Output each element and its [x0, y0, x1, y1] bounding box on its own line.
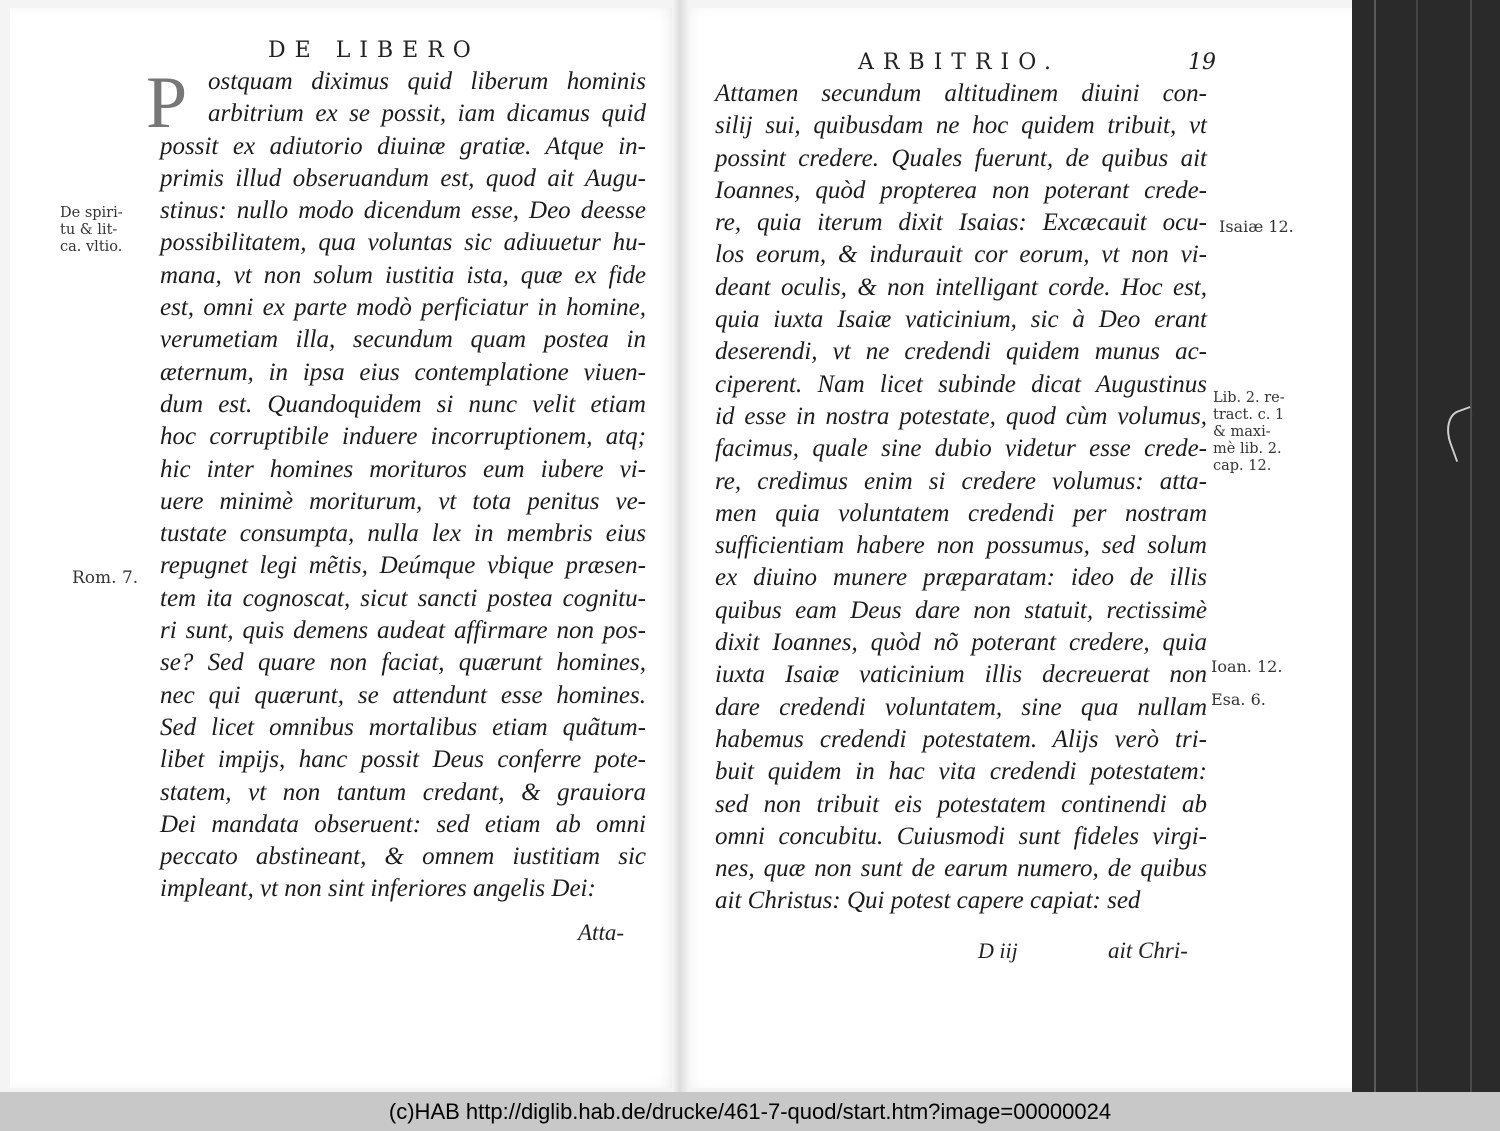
text-line: possint credere. Quales fuerunt, de quibus ait [715, 144, 1207, 172]
left-running-head: DE LIBERO [268, 38, 480, 63]
text-line: repugnet legi mẽtis, Deúmque vbique præsen- [160, 552, 646, 580]
margin-note-line: ca. vltio. [60, 239, 123, 255]
text-line: re, credimus enim si credere volumus: atta- [715, 467, 1207, 495]
margin-note-line: mè lib. 2. [1213, 441, 1282, 457]
text-line: iuxta Isaiæ vaticinium illis decreuerat non [715, 661, 1207, 689]
text-line: verumetiam illa, secundum quam postea in [160, 326, 646, 354]
margin-note-de-spiritu [60, 205, 123, 256]
text-line: impleant, vt non sint inferiores angelis Dei: [160, 875, 596, 903]
margin-note-line: Ioan. 12. [1211, 657, 1283, 676]
scan-streak [1470, 0, 1472, 1092]
margin-note-line: Isaiæ 12. [1219, 217, 1294, 236]
text-line: possibilitatem, qua voluntas sic adiuuetur hu- [160, 229, 646, 257]
text-line: facimus, quale sine dubio videtur esse crede- [715, 435, 1207, 463]
text-line: statem, vt non tantum credant, & grauiora [160, 778, 646, 806]
text-line: habemus credendi potestatem. Alijs verò tri- [715, 725, 1207, 753]
right-text-block [715, 78, 1207, 918]
text-line: deserendi, vt ne credendi quidem munus ac- [715, 338, 1207, 366]
text-line: men quia voluntatem credendi per nostram [715, 499, 1207, 527]
text-line: quia iuxta Isaiæ vaticinium, sic à Deo erant [715, 306, 1207, 334]
text-line: silij sui, quibusdam ne hoc quidem tribuit, vt [715, 112, 1207, 140]
text-line: nes, quæ non sunt de earum numero, de quibus [715, 855, 1207, 883]
margin-note-line: tu & lit- [60, 222, 118, 238]
folio-number: 19 [1188, 50, 1216, 75]
text-line: est, omni ex parte modò perficiatur in homine, [160, 294, 646, 322]
margin-note-line: tract. c. 1 [1213, 407, 1285, 423]
left-catchword: Atta- [578, 920, 624, 945]
text-line: ex diuino munere præparatam: ideo de illis [715, 564, 1207, 592]
copyright-footer [0, 1092, 1500, 1131]
text-line: buit quidem in hac vita credendi potestatem: [715, 758, 1207, 786]
printer-signature: D iij [978, 938, 1018, 963]
margin-note-line: cap. 12. [1213, 458, 1272, 474]
text-line: hic inter homines morituros eum iubere vi- [160, 455, 646, 483]
text-line: ostquam diximus quid liberum hominis [208, 68, 646, 95]
margin-note-lib-2-retract [1213, 390, 1285, 475]
margin-note-line: Esa. 6. [1211, 690, 1266, 709]
scan-dark-edge [1352, 0, 1500, 1092]
text-line: hoc corruptibile induere incorruptionem, atq; [160, 423, 646, 451]
text-line: dum est. Quandoquidem si nunc velit etiam [160, 390, 646, 418]
scan-streak [1416, 0, 1418, 1092]
text-line: Ioannes, quòd propterea non poterant crede- [715, 176, 1207, 204]
margin-note-line: Rom. 7. [72, 568, 139, 588]
text-line: sed non tribuit eis potestatem continendi ab [715, 790, 1207, 818]
copyright-text: (c)HAB http://diglib.hab.de/drucke/461-7-quod/start.htm?image=00000024 [388, 1099, 1112, 1124]
scan-edge-mark [1440, 406, 1486, 462]
text-line: æternum, in ipsa eius contemplatione viuen- [160, 358, 646, 386]
text-line: tem ita cognoscat, sicut sancti postea cognitu- [160, 584, 646, 612]
text-line: peccato abstineant, & omnem iustitiam sic [160, 843, 646, 871]
text-line: tustate consumpta, nulla lex in membris eius [160, 520, 646, 548]
text-line: possit ex adiutorio diuinæ gratiæ. Atque in- [160, 132, 646, 160]
right-catchword: ait Chri- [1108, 938, 1188, 963]
text-line: deant oculis, & non intelligant corde. Hoc est, [715, 273, 1207, 301]
text-line: Dei mandata obseruent: sed etiam ab omni [160, 810, 646, 838]
text-line: se? Sed quare non faciat, quærunt homines, [160, 649, 646, 677]
text-line: Sed licet omnibus mortalibus etiam quãtum- [160, 713, 646, 741]
text-line: los eorum, & indurauit cor eorum, vt non vi- [715, 241, 1207, 269]
text-line: stinus: nullo modo dicendum esse, Deo deesse [160, 197, 646, 225]
right-running-head: ARBITRIO. [858, 50, 1060, 75]
margin-note-line: & maxi- [1213, 424, 1271, 440]
text-line: sufficientiam habere non possumus, sed solum [715, 532, 1207, 560]
text-line: dare credendi voluntatem, sine qua nullam [715, 693, 1207, 721]
text-line: ri sunt, quis demens audeat affirmare non pos- [160, 617, 646, 645]
text-line: ait Christus: Qui potest capere capiat: sed [715, 887, 1141, 915]
text-line: ciperent. Nam licet subinde dicat Augustinus [715, 370, 1207, 398]
text-line: dixit Ioannes, quòd nõ poterant credere, quia [715, 629, 1207, 657]
margin-note-isaiae-12 [1219, 218, 1294, 235]
text-line: re, quia iterum dixit Isaias: Excæcauit ocu- [715, 209, 1207, 237]
decorated-initial: P [146, 62, 188, 144]
book-gutter [672, 0, 688, 1092]
text-line: quibus eam Deus dare non statuit, rectissimè [715, 596, 1207, 624]
text-line: uere minimè moriturum, vt tota penitus ve- [160, 487, 646, 515]
margin-note-line: De spiri- [60, 205, 123, 221]
text-line: libet impijs, hanc possit Deus conferre pote- [160, 746, 646, 774]
margin-note-rom-7 [72, 570, 138, 587]
margin-note-line: Lib. 2. re- [1213, 390, 1285, 406]
text-line: id esse in nostra potestate, quod cùm volumus, [715, 402, 1207, 430]
text-line: omni concubitu. Cuiusmodi sunt fideles virgi- [715, 822, 1207, 850]
text-line: arbitrium ex se possit, iam dicamus quid [208, 100, 646, 128]
scan-streak [1374, 0, 1376, 1092]
left-text-block [160, 66, 646, 906]
text-line: mana, vt non solum iustitia ista, quæ ex fide [160, 261, 646, 289]
text-line: primis illud obseruandum est, quod ait Augu- [160, 164, 646, 192]
text-line: Attamen secundum altitudinem diuini con- [715, 80, 1207, 107]
text-line: nec qui quærunt, se attendunt esse homines. [160, 681, 646, 709]
margin-note-ioan-12-esa-6 [1211, 650, 1282, 716]
